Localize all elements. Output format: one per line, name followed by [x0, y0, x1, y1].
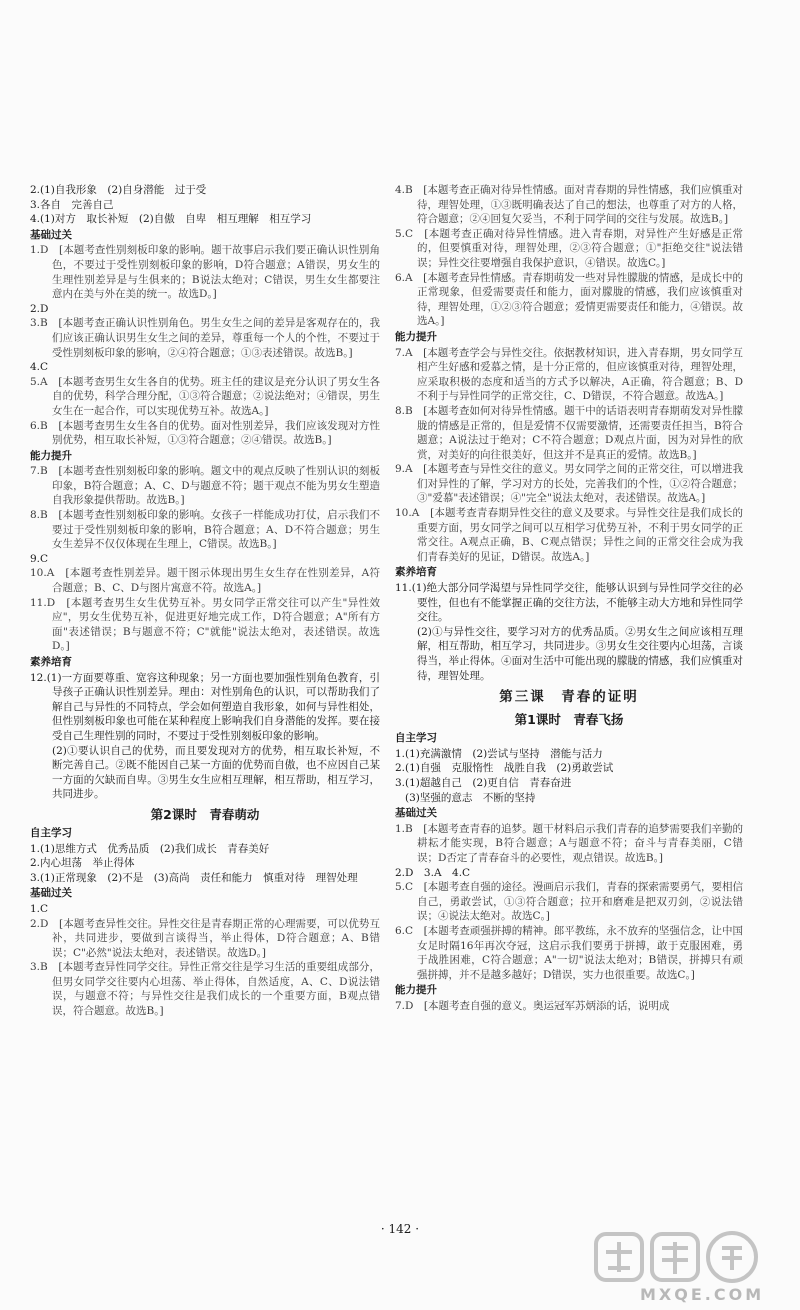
lesson-title: 第2课时 青春萌动	[150, 806, 260, 822]
answer-item: (2)①要认识自己的优势，而且要发现对方的优势，相互取长补短，不断完善自己。②既不能因自己某一方面的优势而自傲，也不应因自己某一方面的欠缺而自卑。③男生女生应相互理解，相互帮助，相互学习，共同进步。	[52, 744, 380, 801]
section-heading: 基础过关	[30, 228, 72, 241]
answer-line: 2.内心坦荡 举止得体	[30, 857, 135, 870]
answer-item: 10.A [本题考查青春期异性交往的意义及要求。与异性交往是我们成长的重要方面，男女同学之间可以互相学习优势互补，不利于男女同学的正常交往。A观点正确，B、C观点错误；异性之间的正常交往会成为我们青春美好的见证，D错误。故选A。]	[395, 507, 743, 563]
lesson-title: 第1课时 青春飞扬	[514, 712, 624, 728]
answer-item: 2.D [本题考查异性交往。异性交往是青春期正常的心理需要，可以优势互补，共同进步，要做到言谈得当，举止得体，D符合题意；A、B错误；C"必然"说法太绝对，表述错误。故选D。]	[30, 917, 380, 959]
answer-line: 3.(1)超越自己 (2)更自信 青春奋进	[395, 776, 572, 789]
answer-item: 8.B [本题考查性别刻板印象的影响。女孩子一样能成功打仗，启示我们不要过于受性别刻板印象的影响，B符合题意；A、D不符合题意；男生女生差异不仅仅体现在生理上，C错误。故选B。]	[30, 509, 380, 551]
answer-item: 6.B [本题考查男生女生各自的优势。面对性别差异，我们应该发现对方性别优势，相互取长补短，①③符合题意；②④错误。故选B。]	[30, 419, 380, 447]
answer-item: 11.(1)绝大部分同学渴望与异性同学交往，能够认识到与异性同学交往的必要性，但也有不能掌握正确的交往方法，不能够主动大方地和异性同学交往。	[395, 582, 743, 624]
answer-line: 3.各自 完善自己	[30, 198, 114, 211]
answer-line: 2.(1)自强 克服惰性 战胜自我 (2)勇敢尝试	[395, 762, 614, 775]
chapter-title: 第三课 青春的证明	[499, 689, 639, 706]
answer-item: 3.B [本题考查正确认识性别角色。男生女生之间的差异是客观存在的，我们应该正确认识男生女生之间的差异，尊重每一个人的个性，不要过于受性别刻板印象的影响，②④符合题意；①③表述错误。故选B。]	[30, 317, 380, 359]
answer-item: 6.C [本题考查顽强拼搏的精神。郎平教练，永不放弃的坚强信念，让中国女足时隔16年再次夺冠，这启示我们要勇于拼搏，敢于克服困难，勇于战胜困难，C符合题意；A"一切"说法太绝对；B错误，拼搏只有顽强拼搏，并不是越多越好；D错误，实力也很重要。故选C。]	[395, 924, 743, 981]
answer-line: 2.D 3.A 4.C	[395, 866, 471, 879]
answer-item: 5.A [本题考查男生女生各自的优势。班主任的建议是充分认识了男女生各自的优势，科学合理分配，①③符合题意；②说法绝对；④错误，男生女生在一起合作，可以实现优势互补。故选A。]	[30, 375, 380, 417]
answer-line: 4.(1)对方 取长补短 (2)自傲 自卑 相互理解 相互学习	[30, 213, 312, 226]
left-column	[30, 183, 380, 1019]
answer-item: 7.D [本题考查自强的意义。奥运冠军苏炳添的话，说明成	[395, 999, 670, 1012]
answer-item: 2.D	[30, 302, 49, 315]
answer-line: (3)坚强的意志 不断的坚持	[405, 791, 536, 804]
section-heading: 自主学习	[30, 826, 72, 839]
section-heading: 素养培育	[395, 566, 437, 579]
section-heading: 基础过关	[395, 807, 437, 820]
answer-item: (2)①与异性交往，要学习对方的优秀品质。②男女生之间应该相互理解，相互帮助，相互学习，共同进步。③男女生交往要内心坦荡，言谈得当，举止得体。④面对生活中可能出现的朦胧的情感，我们应慎重对待，理智处理。	[417, 625, 743, 682]
answer-item: 1.C	[30, 902, 49, 915]
answer-item: 6.A [本题考查异性情感。青春期萌发一些对异性朦胧的情感，是成长中的正常现象，但爱需要责任和能力，面对朦胧的情感，我们应该慎重对待，理智处理，①②③符合题意；爱情更需要责任和能力，④错误。故选A。]	[395, 271, 743, 328]
section-heading: 能力提升	[30, 449, 72, 462]
page-number: · 142 ·	[380, 1222, 420, 1236]
answer-item: 8.B [本题考查如何对待异性情感。题干中的话语表明青春期萌发对异性朦胧的情感是正常的，但是爱情不仅需要激情，还需要责任担当，B符合题意；A说法过于绝对；C不符合题意；D观点片面，因为对异性的欣赏，对美好的向往很美好，但这并不是真正的爱情。故选B。]	[395, 404, 743, 461]
answer-item: 10.A [本题考查性别差异。题干图示体现出男生女生存在性别差异，A符合题意；B、C、D与图片寓意不符。故选A。]	[30, 567, 380, 595]
section-heading: 基础过关	[30, 887, 72, 900]
answer-item: 12.(1)一方面要尊重、宽容这种现象；另一方面也要加强性别角色教育，引导孩子正确认识性别差异。理由：对性别角色的认识，可以帮助我们了解自己与异性的不同特点，学会如何塑造自我形象，如何与异性相处，但性别刻板印象也可能在某种程度上影响我们自身潜能的发挥。要在接受自己生理性别的同时，不要过于受性别刻板印象的影响。	[30, 671, 380, 742]
section-heading: 自主学习	[395, 732, 437, 745]
answer-item: 7.B [本题考查性别刻板印象的影响。题文中的观点反映了性别认识的刻板印象，B符合题意；A、C、D与题意不符；题干观点不能为男女生塑造自我形象提供帮助。故选B。]	[30, 465, 380, 507]
answer-item: 5.C [本题考查正确对待异性情感。进入青春期，对异性产生好感是正常的，但要慎重对待，理智处理，②③符合题意；①"拒绝交往"说法错误；异性交往要增强自我保护意识，④错误。故选C。]	[395, 227, 743, 269]
section-heading: 能力提升	[395, 330, 437, 343]
answer-line: 2.(1)自我形象 (2)自身潜能 过于受	[30, 184, 207, 196]
answer-item: 11.D [本题考查男生女生优势互补。男女同学正常交往可以产生"异性效应"，男女生优势互补，促进更好地完成工作，D符合题意；A"所有方面"表述错误；B与题意不符；C"就能"说法太绝对，表述错误。故选D。]	[30, 596, 380, 653]
answer-line: 1.(1)思维方式 优秀品质 (2)我们成长 青春美好	[30, 842, 270, 855]
answer-item: 9.A [本题考查与异性交往的意义。男女同学之间的正常交往，可以增进我们对异性的了解，学习对方的长处，完善我们的个性，①②符合题意；③"爱慕"表述错误；④"完全"说法太绝对，表述错误。故选A。]	[395, 463, 743, 505]
answer-line: 1.(1)充满激情 (2)尝试与坚持 潜能与活力	[395, 747, 603, 760]
answer-line: 3.(1)正常现象 (2)不是 (3)高尚 责任和能力 慎重对待 理智处理	[30, 871, 358, 884]
answer-item: 4.C	[30, 361, 49, 374]
answer-item: 4.B [本题考查正确对待异性情感。面对青春期的异性情感，我们应慎重对待，理智处理，①③既明确表达了自己的想法，也尊重了对方的人格，符合题意；②④回复欠妥当，不利于同学间的交往与发展。故选B。]	[395, 184, 743, 226]
answer-item: 1.D [本题考查性别刻板印象的影响。题干故事启示我们要正确认识性别角色，不要过于受性别刻板印象的影响，D符合题意；A错误，男女生的生理性别差异是与生俱来的；B说法太绝对；C错误，男生女生都要注意内在美与外在美的统一。故选D。]	[30, 244, 380, 301]
answer-item: 9.C	[30, 552, 49, 565]
section-heading: 素养培育	[30, 656, 72, 668]
section-heading: 能力提升	[395, 984, 437, 997]
answer-item: 3.B [本题考查异性同学交往。异性正常交往是学习生活的重要组成部分，但男女同学交往要内心坦荡、举止得体，自然适度，A、C、D说法错误，与题意不符；与异性交往是我们成长的一个重要方面，B观点错误，符合题意。故选B。]	[30, 961, 380, 1018]
answer-item: 5.C [本题考查自强的途径。漫画启示我们，青春的探索需要勇气，要相信自己，勇敢尝试，①③符合题意；拉开和磨难是把双刃剑，②说法错误；④说法太绝对。故选C。]	[395, 881, 743, 923]
answer-item: 7.A [本题考查学会与异性交往。依据教材知识，进入青春期，男女同学互相产生好感和爱慕之情，是十分正常的，但应该慎重对待，理智处理，应采取积极的态度和适当的方式予以解决，A正确，符合题意；B、D不利于与异性同学的正常交往，C、D错误，不符合题意。故选A。]	[395, 346, 743, 403]
watermark-url: MXQE.COM	[640, 1285, 765, 1304]
right-column	[395, 183, 743, 1013]
answer-item: 1.B [本题考查青春的追梦。题干材料启示我们青春的追梦需要我们辛勤的耕耘才能实现，B符合题意；A与题意不符；奋斗与青春美丽，C错误；D否定了青春奋斗的必要性，观点错误。故选B。]	[395, 822, 743, 864]
